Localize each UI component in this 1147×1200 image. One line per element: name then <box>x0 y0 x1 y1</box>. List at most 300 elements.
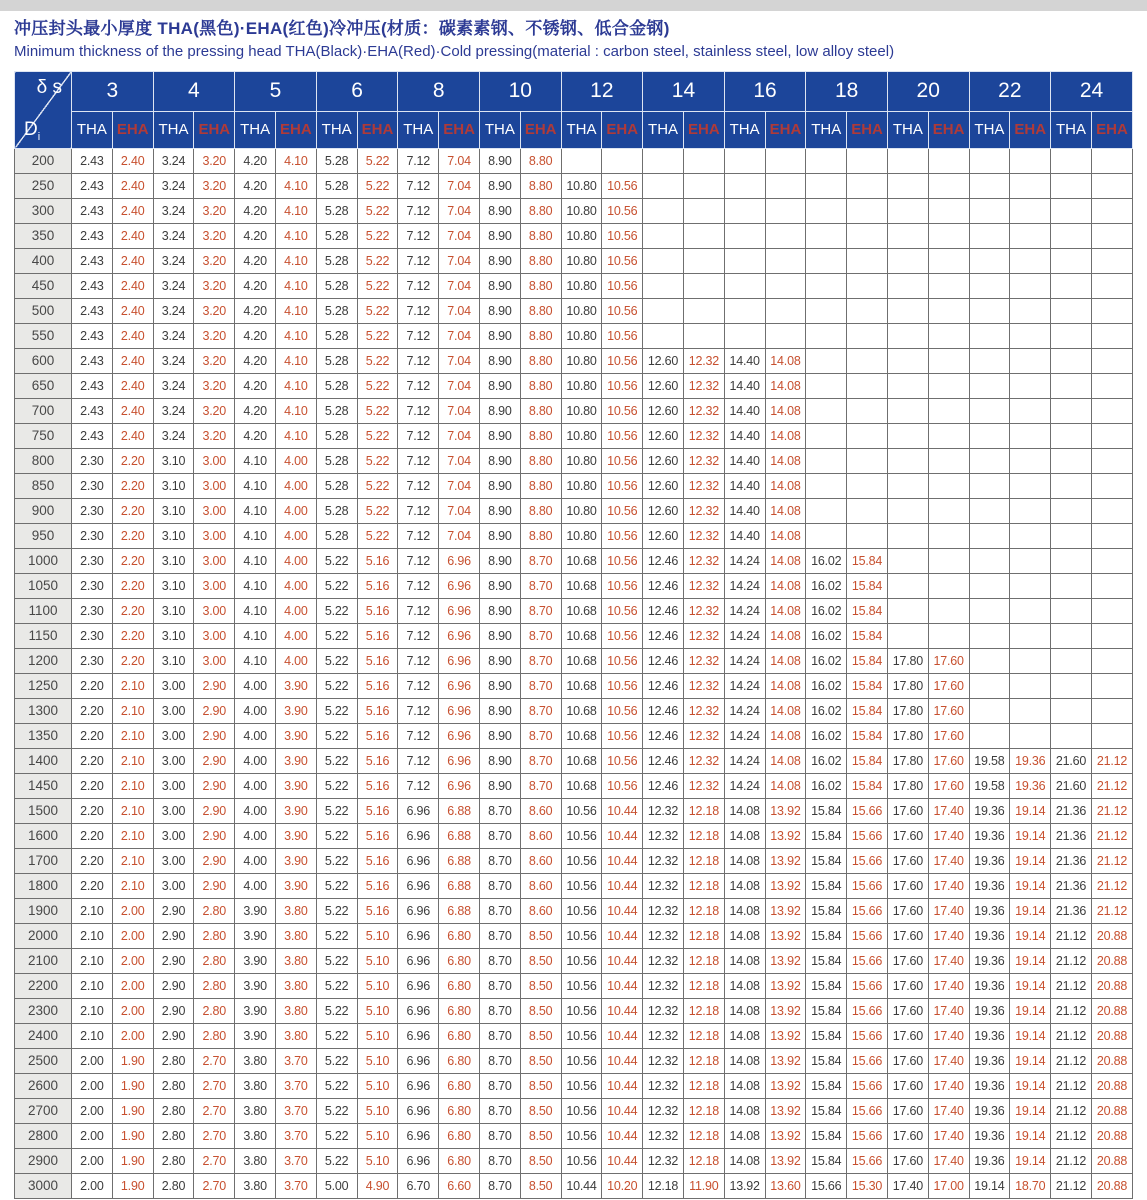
tha-value-cell: 16.02 <box>806 698 847 723</box>
tha-value-cell: 17.60 <box>887 998 928 1023</box>
tha-value-cell: 3.80 <box>235 1123 276 1148</box>
tha-value-cell: 21.36 <box>1051 798 1092 823</box>
eha-value-cell: 1.90 <box>112 1148 153 1173</box>
tha-value-cell: 12.32 <box>643 1023 684 1048</box>
tha-value-cell: 16.02 <box>806 773 847 798</box>
tha-value-cell: 10.56 <box>561 823 602 848</box>
tha-subheader: THA <box>1051 111 1092 148</box>
empty-cell <box>928 273 969 298</box>
empty-cell <box>724 198 765 223</box>
tha-value-cell: 5.22 <box>316 748 357 773</box>
tha-value-cell: 15.84 <box>806 798 847 823</box>
empty-cell <box>887 448 928 473</box>
tha-value-cell: 7.12 <box>398 398 439 423</box>
eha-value-cell: 5.22 <box>357 373 398 398</box>
eha-value-cell: 10.56 <box>602 423 643 448</box>
empty-cell <box>765 148 806 173</box>
eha-value-cell: 3.20 <box>194 223 235 248</box>
tha-value-cell: 3.00 <box>153 873 194 898</box>
tha-value-cell: 10.68 <box>561 598 602 623</box>
di-cell: 1100 <box>15 598 72 623</box>
tha-value-cell: 5.22 <box>316 723 357 748</box>
eha-value-cell: 3.70 <box>275 1123 316 1148</box>
eha-value-cell: 10.56 <box>602 698 643 723</box>
eha-value-cell: 14.08 <box>765 498 806 523</box>
tha-value-cell: 8.70 <box>479 873 520 898</box>
di-cell: 1350 <box>15 723 72 748</box>
eha-value-cell: 7.04 <box>439 373 480 398</box>
eha-value-cell: 8.80 <box>520 423 561 448</box>
empty-cell <box>847 298 888 323</box>
eha-value-cell: 6.80 <box>439 1048 480 1073</box>
tha-value-cell: 8.70 <box>479 1048 520 1073</box>
tha-value-cell: 10.80 <box>561 223 602 248</box>
eha-value-cell: 6.96 <box>439 698 480 723</box>
tha-value-cell: 5.22 <box>316 1123 357 1148</box>
tha-value-cell: 2.30 <box>72 548 113 573</box>
eha-value-cell: 3.90 <box>275 723 316 748</box>
eha-value-cell: 5.10 <box>357 1048 398 1073</box>
empty-cell <box>969 348 1010 373</box>
eha-value-cell: 12.32 <box>683 623 724 648</box>
empty-cell <box>806 398 847 423</box>
eha-value-cell: 6.88 <box>439 798 480 823</box>
eha-value-cell: 3.90 <box>275 698 316 723</box>
eha-value-cell: 12.18 <box>683 848 724 873</box>
tha-value-cell: 21.36 <box>1051 898 1092 923</box>
eha-value-cell: 21.12 <box>1091 773 1132 798</box>
eha-value-cell: 14.08 <box>765 523 806 548</box>
tha-value-cell: 5.28 <box>316 523 357 548</box>
eha-value-cell: 3.20 <box>194 373 235 398</box>
eha-value-cell: 2.70 <box>194 1073 235 1098</box>
eha-value-cell: 6.96 <box>439 648 480 673</box>
empty-cell <box>847 348 888 373</box>
empty-cell <box>724 248 765 273</box>
eha-value-cell: 13.92 <box>765 948 806 973</box>
table-row <box>15 1048 1133 1073</box>
eha-value-cell: 5.16 <box>357 698 398 723</box>
di-cell: 750 <box>15 423 72 448</box>
empty-cell <box>1051 423 1092 448</box>
eha-value-cell: 8.80 <box>520 198 561 223</box>
tha-value-cell: 21.36 <box>1051 873 1092 898</box>
tha-value-cell: 8.90 <box>479 198 520 223</box>
eha-value-cell: 17.40 <box>928 1023 969 1048</box>
eha-value-cell: 4.10 <box>275 398 316 423</box>
empty-cell <box>887 523 928 548</box>
tha-value-cell: 4.00 <box>235 798 276 823</box>
tha-value-cell: 2.20 <box>72 773 113 798</box>
di-cell: 600 <box>15 348 72 373</box>
tha-value-cell: 15.84 <box>806 898 847 923</box>
tha-value-cell: 2.43 <box>72 148 113 173</box>
tha-value-cell: 2.43 <box>72 348 113 373</box>
empty-cell <box>602 148 643 173</box>
eha-value-cell: 2.40 <box>112 223 153 248</box>
eha-value-cell: 8.50 <box>520 1123 561 1148</box>
tha-value-cell: 10.80 <box>561 473 602 498</box>
tha-value-cell: 5.22 <box>316 1073 357 1098</box>
empty-cell <box>806 298 847 323</box>
empty-cell <box>928 248 969 273</box>
eha-value-cell: 5.22 <box>357 323 398 348</box>
tha-value-cell: 15.84 <box>806 1098 847 1123</box>
eha-value-cell: 5.16 <box>357 673 398 698</box>
eha-value-cell: 8.70 <box>520 648 561 673</box>
empty-cell <box>928 598 969 623</box>
tha-value-cell: 8.90 <box>479 448 520 473</box>
corner-cell <box>15 71 72 148</box>
eha-value-cell: 2.40 <box>112 323 153 348</box>
eha-value-cell: 8.70 <box>520 598 561 623</box>
eha-value-cell: 3.90 <box>275 673 316 698</box>
tha-value-cell: 2.43 <box>72 173 113 198</box>
tha-value-cell: 8.70 <box>479 1098 520 1123</box>
eha-value-cell: 2.10 <box>112 748 153 773</box>
eha-value-cell: 5.22 <box>357 248 398 273</box>
eha-value-cell: 8.60 <box>520 848 561 873</box>
thickness-column-header: 5 <box>235 71 317 111</box>
tha-value-cell: 4.10 <box>235 498 276 523</box>
tha-value-cell: 12.46 <box>643 723 684 748</box>
tha-value-cell: 15.84 <box>806 848 847 873</box>
di-cell: 2100 <box>15 948 72 973</box>
eha-value-cell: 5.22 <box>357 173 398 198</box>
empty-cell <box>1010 598 1051 623</box>
tha-value-cell: 8.70 <box>479 798 520 823</box>
tha-value-cell: 8.90 <box>479 523 520 548</box>
thickness-column-header: 14 <box>643 71 725 111</box>
eha-value-cell: 2.00 <box>112 948 153 973</box>
eha-value-cell: 17.00 <box>928 1173 969 1198</box>
empty-cell <box>683 173 724 198</box>
eha-value-cell: 12.18 <box>683 1073 724 1098</box>
tha-value-cell: 8.70 <box>479 1123 520 1148</box>
empty-cell <box>1051 198 1092 223</box>
tha-value-cell: 14.08 <box>724 973 765 998</box>
empty-cell <box>1091 298 1132 323</box>
tha-value-cell: 7.12 <box>398 198 439 223</box>
empty-cell <box>969 248 1010 273</box>
tha-value-cell: 2.00 <box>72 1123 113 1148</box>
empty-cell <box>969 448 1010 473</box>
eha-value-cell: 3.00 <box>194 623 235 648</box>
tha-value-cell: 4.10 <box>235 598 276 623</box>
tha-value-cell: 16.02 <box>806 723 847 748</box>
eha-value-cell: 2.10 <box>112 698 153 723</box>
eha-value-cell: 14.08 <box>765 748 806 773</box>
tha-value-cell: 8.90 <box>479 573 520 598</box>
tha-value-cell: 2.30 <box>72 498 113 523</box>
eha-value-cell: 3.00 <box>194 648 235 673</box>
tha-value-cell: 3.24 <box>153 423 194 448</box>
eha-value-cell: 6.96 <box>439 623 480 648</box>
tha-value-cell: 14.24 <box>724 673 765 698</box>
empty-cell <box>1051 648 1092 673</box>
tha-value-cell: 7.12 <box>398 723 439 748</box>
eha-value-cell: 6.60 <box>439 1173 480 1198</box>
tha-value-cell: 15.84 <box>806 1048 847 1073</box>
tha-value-cell: 14.24 <box>724 598 765 623</box>
eha-value-cell: 17.40 <box>928 898 969 923</box>
eha-value-cell: 12.18 <box>683 1023 724 1048</box>
tha-value-cell: 2.00 <box>72 1098 113 1123</box>
empty-cell <box>928 398 969 423</box>
empty-cell <box>1091 523 1132 548</box>
eha-value-cell: 6.96 <box>439 573 480 598</box>
empty-cell <box>887 498 928 523</box>
eha-value-cell: 10.56 <box>602 673 643 698</box>
tha-value-cell: 12.32 <box>643 1123 684 1148</box>
table-row <box>15 1123 1133 1148</box>
eha-value-cell: 3.20 <box>194 173 235 198</box>
tha-value-cell: 19.36 <box>969 973 1010 998</box>
eha-value-cell: 10.56 <box>602 598 643 623</box>
eha-subheader: EHA <box>194 111 235 148</box>
tha-value-cell: 21.12 <box>1051 1173 1092 1198</box>
tha-value-cell: 4.10 <box>235 523 276 548</box>
eha-value-cell: 3.20 <box>194 198 235 223</box>
tha-value-cell: 12.32 <box>643 823 684 848</box>
table-row <box>15 673 1133 698</box>
empty-cell <box>643 298 684 323</box>
tha-value-cell: 12.46 <box>643 698 684 723</box>
tha-value-cell: 15.66 <box>806 1173 847 1198</box>
eha-value-cell: 4.10 <box>275 223 316 248</box>
tha-value-cell: 19.36 <box>969 948 1010 973</box>
eha-value-cell: 15.84 <box>847 598 888 623</box>
eha-value-cell: 3.20 <box>194 398 235 423</box>
tha-value-cell: 6.96 <box>398 1148 439 1173</box>
eha-value-cell: 6.80 <box>439 998 480 1023</box>
tha-value-cell: 5.28 <box>316 298 357 323</box>
empty-cell <box>683 273 724 298</box>
tha-value-cell: 14.08 <box>724 1048 765 1073</box>
eha-value-cell: 17.60 <box>928 698 969 723</box>
tha-value-cell: 10.80 <box>561 323 602 348</box>
eha-value-cell: 7.04 <box>439 173 480 198</box>
tha-value-cell: 7.12 <box>398 148 439 173</box>
tha-value-cell: 5.00 <box>316 1173 357 1198</box>
tha-value-cell: 21.12 <box>1051 1048 1092 1073</box>
empty-cell <box>1091 473 1132 498</box>
empty-cell <box>806 223 847 248</box>
eha-value-cell: 3.20 <box>194 148 235 173</box>
eha-value-cell: 20.88 <box>1091 1098 1132 1123</box>
tha-value-cell: 10.80 <box>561 448 602 473</box>
empty-cell <box>928 523 969 548</box>
table-header <box>15 71 1133 148</box>
eha-value-cell: 3.80 <box>275 973 316 998</box>
empty-cell <box>1010 673 1051 698</box>
eha-value-cell: 17.60 <box>928 648 969 673</box>
tha-value-cell: 2.43 <box>72 198 113 223</box>
eha-value-cell: 21.12 <box>1091 873 1132 898</box>
empty-cell <box>969 573 1010 598</box>
table-row <box>15 598 1133 623</box>
tha-value-cell: 5.22 <box>316 1098 357 1123</box>
eha-value-cell: 12.32 <box>683 523 724 548</box>
eha-value-cell: 10.44 <box>602 823 643 848</box>
empty-cell <box>887 373 928 398</box>
tha-value-cell: 2.90 <box>153 998 194 1023</box>
tha-value-cell: 8.90 <box>479 148 520 173</box>
empty-cell <box>1010 148 1051 173</box>
empty-cell <box>1091 248 1132 273</box>
empty-cell <box>1051 398 1092 423</box>
eha-subheader: EHA <box>439 111 480 148</box>
empty-cell <box>1051 548 1092 573</box>
eha-value-cell: 15.84 <box>847 723 888 748</box>
thickness-column-header: 10 <box>479 71 561 111</box>
di-cell: 1800 <box>15 873 72 898</box>
eha-value-cell: 2.10 <box>112 823 153 848</box>
eha-value-cell: 10.44 <box>602 1073 643 1098</box>
eha-value-cell: 3.90 <box>275 848 316 873</box>
empty-cell <box>969 298 1010 323</box>
empty-cell <box>887 423 928 448</box>
tha-value-cell: 2.00 <box>72 1073 113 1098</box>
tha-value-cell: 3.10 <box>153 548 194 573</box>
tha-value-cell: 8.70 <box>479 923 520 948</box>
eha-value-cell: 1.90 <box>112 1173 153 1198</box>
empty-cell <box>1010 723 1051 748</box>
eha-value-cell: 13.92 <box>765 873 806 898</box>
tha-value-cell: 10.80 <box>561 348 602 373</box>
eha-value-cell: 17.40 <box>928 923 969 948</box>
eha-value-cell: 2.40 <box>112 373 153 398</box>
empty-cell <box>1051 723 1092 748</box>
eha-value-cell: 5.16 <box>357 598 398 623</box>
di-cell: 2500 <box>15 1048 72 1073</box>
tha-value-cell: 4.00 <box>235 673 276 698</box>
tha-value-cell: 17.60 <box>887 798 928 823</box>
eha-value-cell: 6.96 <box>439 673 480 698</box>
tha-value-cell: 5.22 <box>316 998 357 1023</box>
eha-value-cell: 3.70 <box>275 1073 316 1098</box>
empty-cell <box>1051 273 1092 298</box>
tha-value-cell: 21.12 <box>1051 998 1092 1023</box>
eha-value-cell: 12.18 <box>683 973 724 998</box>
eha-value-cell: 6.96 <box>439 598 480 623</box>
tha-value-cell: 3.00 <box>153 723 194 748</box>
tha-value-cell: 21.12 <box>1051 1123 1092 1148</box>
empty-cell <box>1091 698 1132 723</box>
tha-value-cell: 10.68 <box>561 648 602 673</box>
eha-value-cell: 8.50 <box>520 948 561 973</box>
eha-value-cell: 10.56 <box>602 348 643 373</box>
eha-value-cell: 8.70 <box>520 723 561 748</box>
eha-value-cell: 13.92 <box>765 1123 806 1148</box>
page-title-english: Minimum thickness of the pressing head THA(Black)·EHA(Red)·Cold pressing(material : carbon steel, stainless steel, low alloy steel) <box>14 43 895 61</box>
tha-value-cell: 3.10 <box>153 598 194 623</box>
di-cell: 900 <box>15 498 72 523</box>
tha-value-cell: 7.12 <box>398 323 439 348</box>
eha-value-cell: 14.08 <box>765 398 806 423</box>
tha-value-cell: 7.12 <box>398 573 439 598</box>
empty-cell <box>1051 623 1092 648</box>
eha-value-cell: 2.20 <box>112 598 153 623</box>
empty-cell <box>643 173 684 198</box>
tha-value-cell: 6.96 <box>398 873 439 898</box>
eha-value-cell: 10.56 <box>602 298 643 323</box>
eha-value-cell: 4.10 <box>275 273 316 298</box>
eha-value-cell: 3.90 <box>275 773 316 798</box>
eha-value-cell: 10.56 <box>602 448 643 473</box>
empty-cell <box>1051 173 1092 198</box>
eha-value-cell: 15.66 <box>847 1098 888 1123</box>
tha-value-cell: 17.80 <box>887 648 928 673</box>
tha-value-cell: 12.46 <box>643 673 684 698</box>
eha-value-cell: 12.18 <box>683 998 724 1023</box>
eha-value-cell: 6.80 <box>439 973 480 998</box>
tha-value-cell: 12.32 <box>643 848 684 873</box>
eha-value-cell: 8.80 <box>520 473 561 498</box>
eha-value-cell: 2.00 <box>112 898 153 923</box>
empty-cell <box>1091 373 1132 398</box>
empty-cell <box>1051 473 1092 498</box>
tha-value-cell: 2.00 <box>72 1048 113 1073</box>
thickness-table <box>14 71 1133 1199</box>
tha-value-cell: 12.18 <box>643 1173 684 1198</box>
di-cell: 1050 <box>15 573 72 598</box>
tha-value-cell: 10.80 <box>561 398 602 423</box>
empty-cell <box>1091 673 1132 698</box>
tha-value-cell: 4.20 <box>235 198 276 223</box>
eha-value-cell: 12.18 <box>683 1148 724 1173</box>
tha-value-cell: 17.60 <box>887 1023 928 1048</box>
tha-value-cell: 2.30 <box>72 473 113 498</box>
eha-value-cell: 7.04 <box>439 473 480 498</box>
eha-value-cell: 2.40 <box>112 173 153 198</box>
eha-value-cell: 19.14 <box>1010 1048 1051 1073</box>
eha-value-cell: 5.16 <box>357 573 398 598</box>
eha-value-cell: 14.08 <box>765 698 806 723</box>
tha-value-cell: 19.36 <box>969 1148 1010 1173</box>
tha-value-cell: 17.60 <box>887 1148 928 1173</box>
tha-value-cell: 7.12 <box>398 348 439 373</box>
empty-cell <box>1091 723 1132 748</box>
table-row <box>15 1148 1133 1173</box>
empty-cell <box>1091 573 1132 598</box>
eha-value-cell: 4.10 <box>275 198 316 223</box>
tha-value-cell: 5.28 <box>316 348 357 373</box>
eha-value-cell: 2.20 <box>112 548 153 573</box>
empty-cell <box>643 223 684 248</box>
eha-value-cell: 12.32 <box>683 373 724 398</box>
empty-cell <box>969 548 1010 573</box>
eha-value-cell: 19.14 <box>1010 848 1051 873</box>
eha-value-cell: 2.20 <box>112 498 153 523</box>
eha-value-cell: 2.40 <box>112 273 153 298</box>
tha-value-cell: 10.56 <box>561 798 602 823</box>
tha-value-cell: 14.08 <box>724 873 765 898</box>
empty-cell <box>643 198 684 223</box>
eha-value-cell: 15.66 <box>847 823 888 848</box>
tha-value-cell: 6.96 <box>398 948 439 973</box>
tha-value-cell: 3.00 <box>153 673 194 698</box>
tha-value-cell: 12.46 <box>643 623 684 648</box>
tha-value-cell: 5.28 <box>316 398 357 423</box>
tha-value-cell: 10.80 <box>561 173 602 198</box>
tha-value-cell: 21.12 <box>1051 1073 1092 1098</box>
tha-value-cell: 7.12 <box>398 648 439 673</box>
eha-value-cell: 8.50 <box>520 973 561 998</box>
empty-cell <box>969 148 1010 173</box>
eha-value-cell: 6.96 <box>439 548 480 573</box>
tha-value-cell: 10.68 <box>561 573 602 598</box>
